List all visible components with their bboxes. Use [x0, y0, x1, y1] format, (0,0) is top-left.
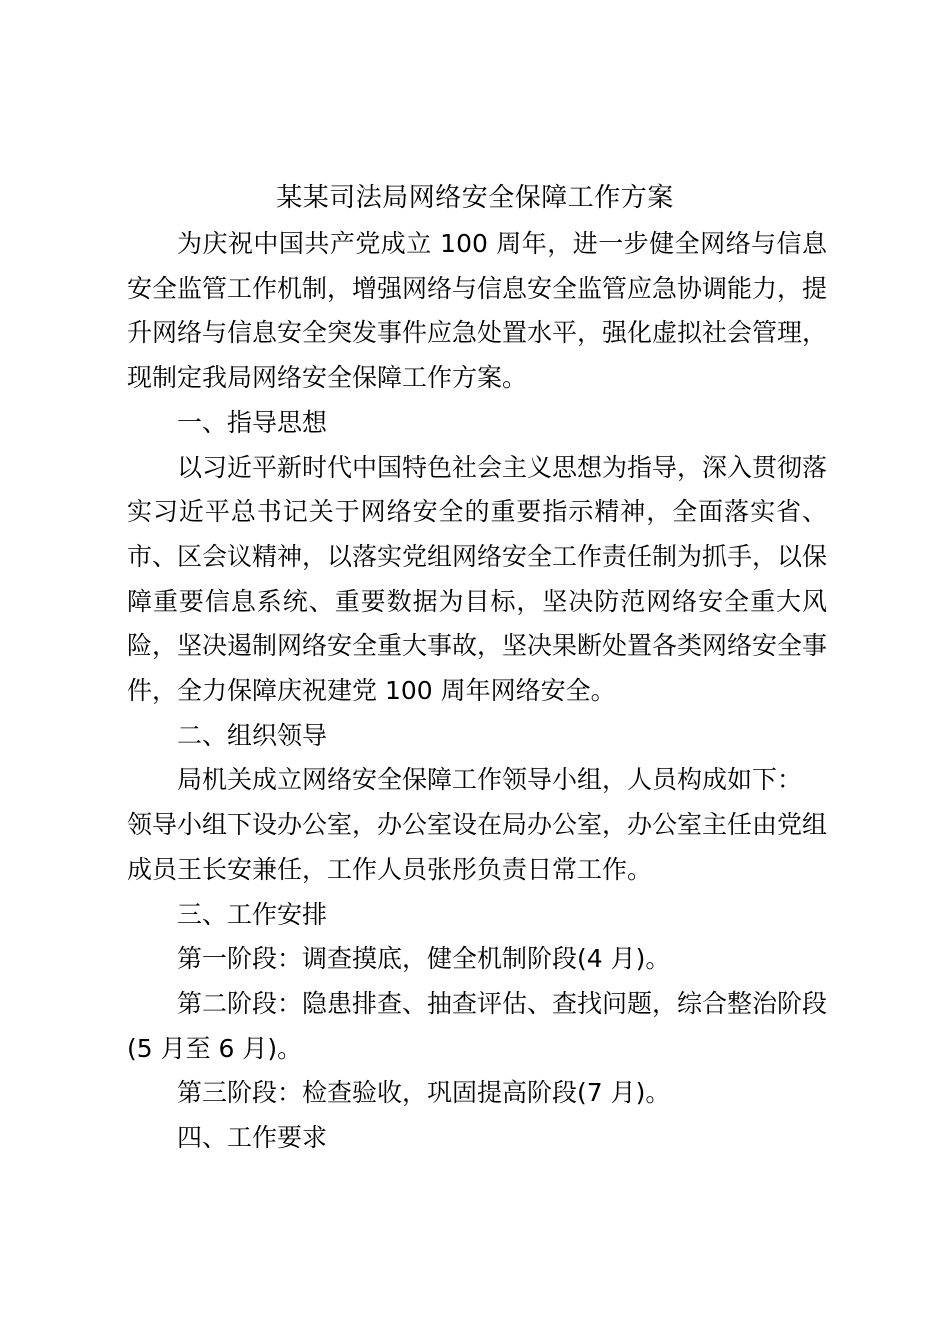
phase-two-paragraph: 第二阶段：隐患排查、抽查评估、查找问题，综合整治阶段(5 月至 6 月)。 — [127, 988, 828, 1063]
intro-paragraph: 为庆祝中国共产党成立 100 周年，进一步健全网络与信息安全监管工作机制，增强网络与信息安全监管应急协调能力，提升网络与信息安全突发事件应急处置水平，强化虚拟社会管理，现制定我局网络安全保障工作方案。 — [127, 229, 828, 393]
document-body — [127, 222, 827, 1161]
section-heading-work-arrangement: 三、工作安排 — [177, 899, 328, 929]
phase-one-paragraph: 第一阶段：调查摸底，健全机制阶段(4 月)。 — [177, 944, 671, 974]
organization-paragraph: 局机关成立网络安全保障工作领导小组，人员构成如下： — [177, 765, 803, 795]
phase-three-paragraph: 第三阶段：检查验收，巩固提高阶段(7 月)。 — [177, 1078, 671, 1108]
document-title: 某某司法局网络安全保障工作方案 — [276, 183, 674, 213]
section-heading-guiding-ideology: 一、指导思想 — [177, 407, 328, 437]
office-paragraph: 领导小组下设办公室，办公室设在局办公室，办公室主任由党组成员王长安兼任，工作人员张彤负责日常工作。 — [127, 810, 828, 884]
section-heading-work-requirements: 四、工作要求 — [177, 1123, 328, 1153]
guiding-ideology-paragraph: 以习近平新时代中国特色社会主义思想为指导，深入贯彻落实习近平总书记关于网络安全的重要指示精神，全面落实省、市、区会议精神，以落实党组网络安全工作责任制为抓手，以保障重要信息系统、重要数据为目标，坚决防范网络安全重大风险，坚决遏制网络安全重大事故，坚决果断处置各类网络安全事件，全力保障庆祝建党 100 周年网络安全。 — [127, 452, 828, 706]
section-heading-organization: 二、组织领导 — [177, 720, 328, 750]
